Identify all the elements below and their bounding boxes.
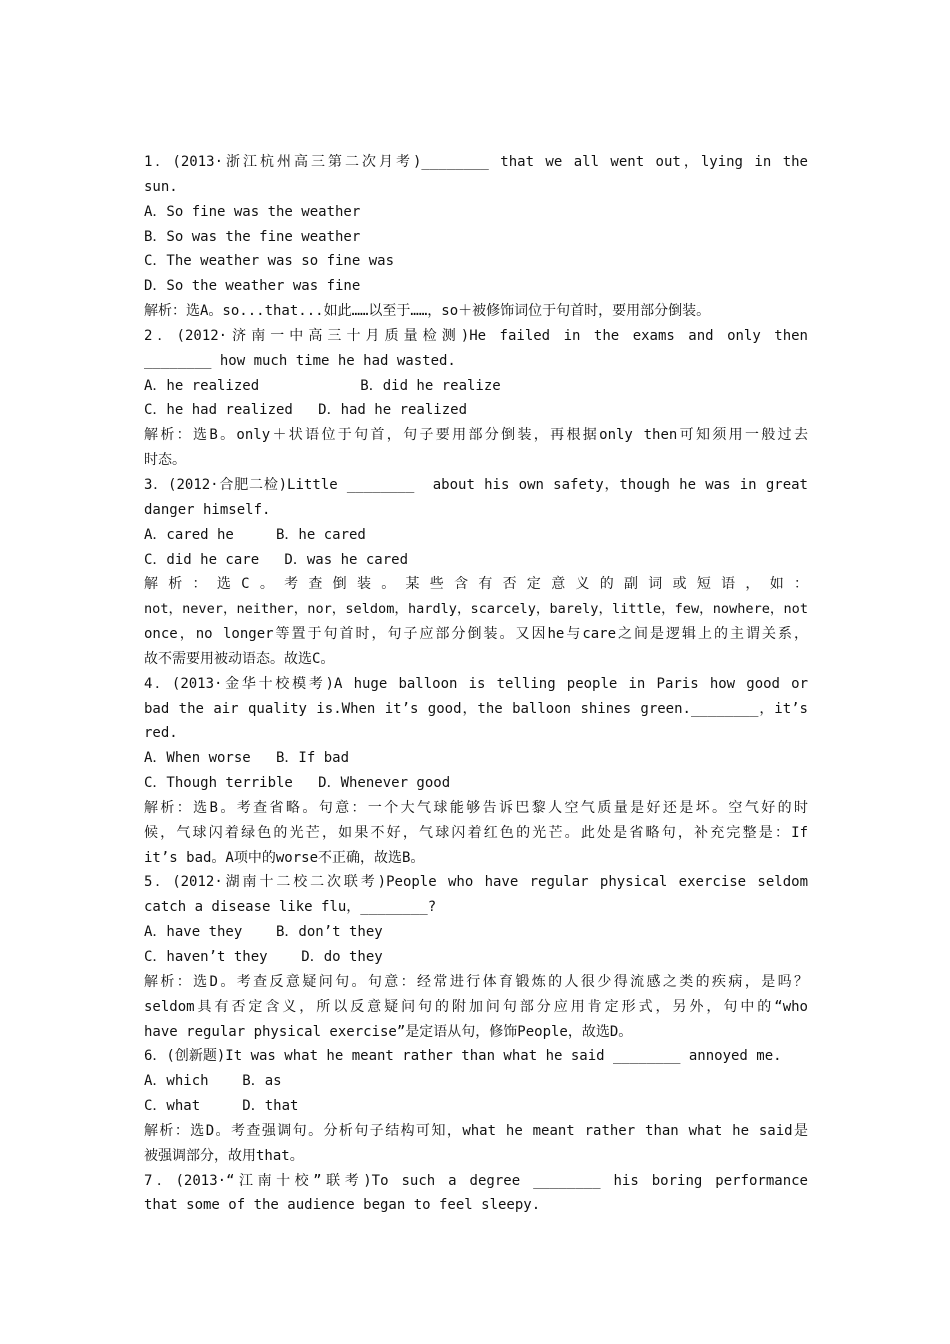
q2-explanation-line1: 解析：选B。only＋状语位于句首，句子要用部分倒装，再根据only then可知须用一般过去 [144, 427, 808, 444]
q3-stem-line1: 3．(2012·合肥二检)Little ________ about his own safety，though he was in great [144, 476, 808, 493]
q7-stem-line2: that some of the audience began to feel sleepy. [144, 1197, 541, 1214]
q4-explanation-line3: it’s bad。A项中的worse不正确，故选B。 [144, 849, 425, 866]
q2-options-cd: C．he had realized D．had he realized [144, 402, 468, 419]
q2-stem-line1: 2．(2012·济南一中高三十月质量检测)He failed in the exams and only then [144, 327, 808, 344]
q2-options-ab: A．he realized B．did he realize [144, 377, 501, 394]
q4-explanation-line1: 解析：选B。考查省略。句意：一个大气球能够告诉巴黎人空气质量是好还是坏。空气好的时 [144, 799, 808, 816]
q5-stem-line1: 5．(2012·湖南十二校二次联考)People who have regular physical exercise seldom [144, 874, 808, 891]
q5-explanation-line1: 解析：选D。考查反意疑问句。句意：经常进行体育锻炼的人很少得流感之类的疾病，是吗？ [144, 973, 808, 990]
q3-explanation-line3: once，no longer等置于句首时，句子应部分倒装。又因he与care之间是逻辑上的主谓关系， [144, 626, 808, 643]
q7-stem-line1: 7．(2013·“江南十校”联考)To such a degree ________ his boring performance [144, 1172, 808, 1189]
q4-stem-line3: red. [144, 725, 178, 742]
q6-stem: 6．(创新题)It was what he meant rather than what he said ________ annoyed me. [144, 1048, 782, 1065]
q4-stem-line1: 4．(2013·金华十校模考)A huge balloon is telling people in Paris how good or [144, 675, 808, 692]
q4-options-ab: A．When worse B．If bad [144, 750, 350, 767]
exercise-text [144, 150, 808, 1218]
q4-options-cd: C．Though terrible D．Whenever good [144, 775, 451, 792]
q2-stem-line2: ________ how much time he had wasted. [144, 352, 456, 369]
q1-explanation: 解析：选A。so...that...如此……以至于……，so＋被修饰词位于句首时，要用部分倒装。 [144, 303, 711, 320]
q5-explanation-line3: have regular physical exercise”是定语从句，修饰People，故选D。 [144, 1023, 633, 1040]
q6-explanation-line2: 被强调部分，故用that。 [144, 1147, 304, 1164]
q1-option-a: A．So fine was the weather [144, 203, 361, 220]
q5-explanation-line2: seldom具有否定含义，所以反意疑问句的附加问句部分应用肯定形式，另外，句中的“who [144, 998, 808, 1015]
q1-option-b: B．So was the fine weather [144, 228, 361, 245]
q4-explanation-line2: 候，气球闪着绿色的光芒，如果不好，气球闪着红色的光芒。此处是省略句，补充完整是：If [144, 824, 808, 841]
q6-options-cd: C．what D．that [144, 1098, 299, 1115]
q5-options-ab: A．have they B．don’t they [144, 924, 383, 941]
q3-options-ab: A．cared he B．he cared [144, 526, 366, 543]
q6-explanation-line1: 解析：选D。考查强调句。分析句子结构可知，what he meant rather than what he said是 [144, 1122, 808, 1139]
q1-stem-line1: 1．(2013·浙江杭州高三第二次月考)________ that we all went out，lying in the [144, 154, 808, 170]
q3-explanation-line1: 解析：选C。考查倒装。某些含有否定意义的副词或短语，如： [144, 576, 808, 593]
q1-option-c: C．The weather was so fine was [144, 253, 395, 270]
q4-stem-line2: bad the air quality is.When it’s good，the balloon shines green.________，it’s [144, 700, 808, 717]
q3-stem-line2: danger himself. [144, 501, 271, 518]
q5-options-cd: C．haven’t they D．do they [144, 949, 383, 965]
q3-explanation-line4: 故不需要用被动语态。故选C。 [144, 650, 335, 667]
q5-stem-line2: catch a disease like flu，________? [144, 899, 437, 916]
q2-explanation-line2: 时态。 [144, 452, 186, 469]
q3-explanation-line2: not，never，neither，nor，seldom，hardly，scarcely，barely，little，few，nowhere，not [144, 601, 808, 618]
q6-options-ab: A．which B．as [144, 1073, 282, 1090]
q1-option-d: D．So the weather was fine [144, 278, 361, 295]
q3-options-cd: C．did he care D．was he cared [144, 551, 409, 568]
q1-stem-line2: sun. [144, 178, 178, 195]
